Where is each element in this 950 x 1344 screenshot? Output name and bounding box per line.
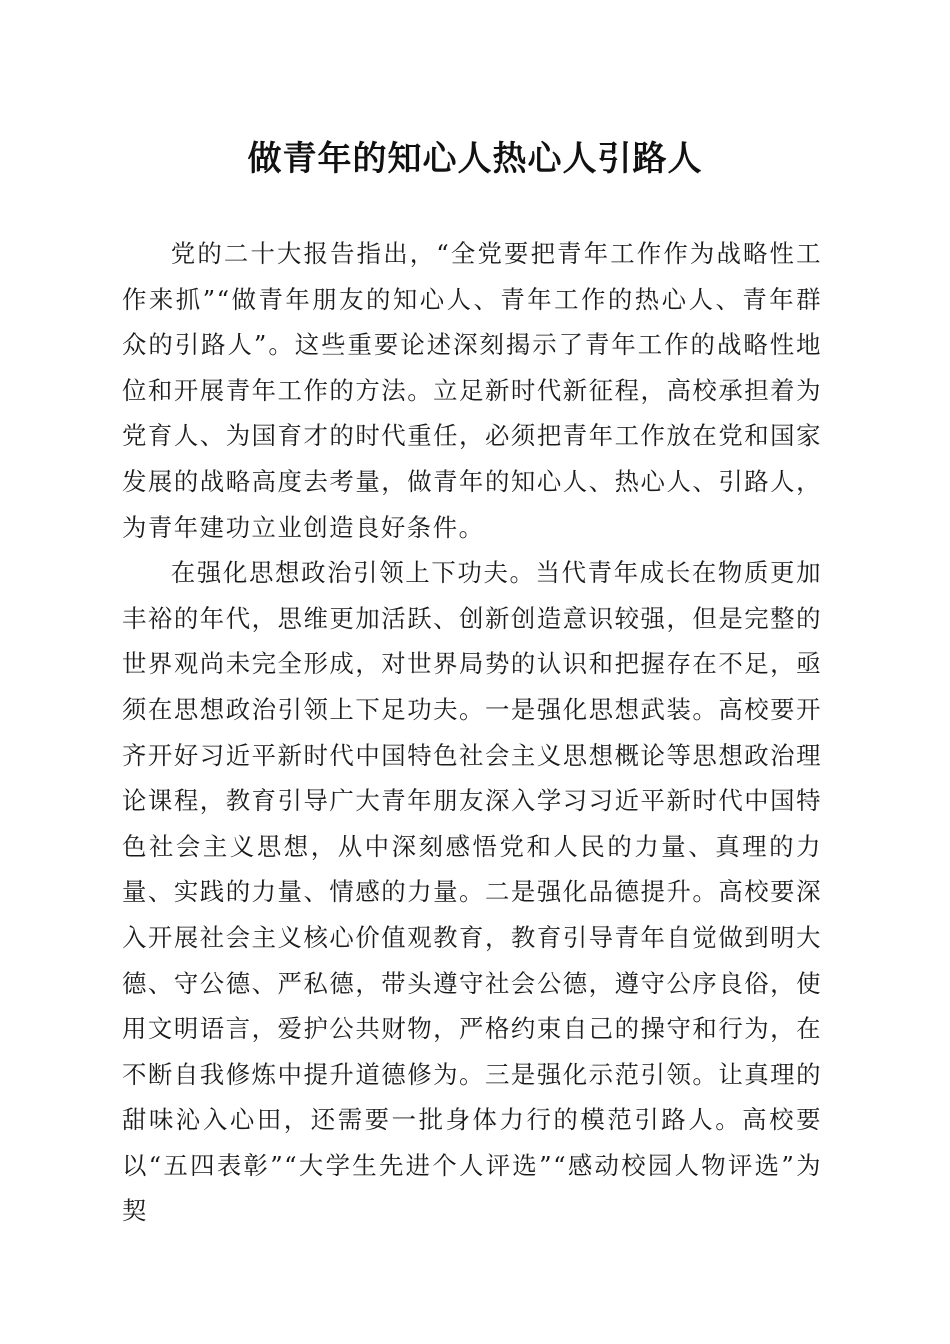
document-title: 做青年的知心人热心人引路人	[247, 139, 703, 179]
paragraph-ideological-guidance: 在强化思想政治引领上下功夫。当代青年成长在物质更加丰裕的年代，思维更加活跃、创新创造意识较强，但是完整的世界观尚未完全形成，对世界局势的认识和把握存在不足，亟须在思想政治引领上下足功夫。一是强化思想武装。高校要开齐开好习近平新时代中国特色社会主义思想概论等思想政治理论课程，教育引导广大青年朋友深入学习习近平新时代中国特色社会主义思想，从中深刻感悟党和人民的力量、真理的力量、实践的力量、情感的力量。二是强化品德提升。高校要深入开展社会主义核心价值观教育，教育引导青年自觉做到明大德、守公德、严私德，带头遵守社会公德，遵守公序良俗，使用文明语言，爱护公共财物，严格约束自己的操守和行为，在不断自我修炼中提升道德修为。三是强化示范引领。让真理的甜味沁入心田，还需要一批身体力行的模范引路人。高校要以“五四表彰”“大学生先进个人评选”“感动校园人物评选”为契	[122, 558, 822, 1226]
document-body	[122, 231, 822, 1234]
paragraph-intro: 党的二十大报告指出，“全党要把青年工作作为战略性工作来抓”“做青年朋友的知心人、青年工作的热心人、青年群众的引路人”。这些重要论述深刻揭示了青年工作的战略性地位和开展青年工作的方法。立足新时代新征程，高校承担着为党育人、为国育才的时代重任，必须把青年工作放在党和国家发展的战略高度去考量，做青年的知心人、热心人、引路人，为青年建功立业创造良好条件。	[122, 239, 822, 542]
